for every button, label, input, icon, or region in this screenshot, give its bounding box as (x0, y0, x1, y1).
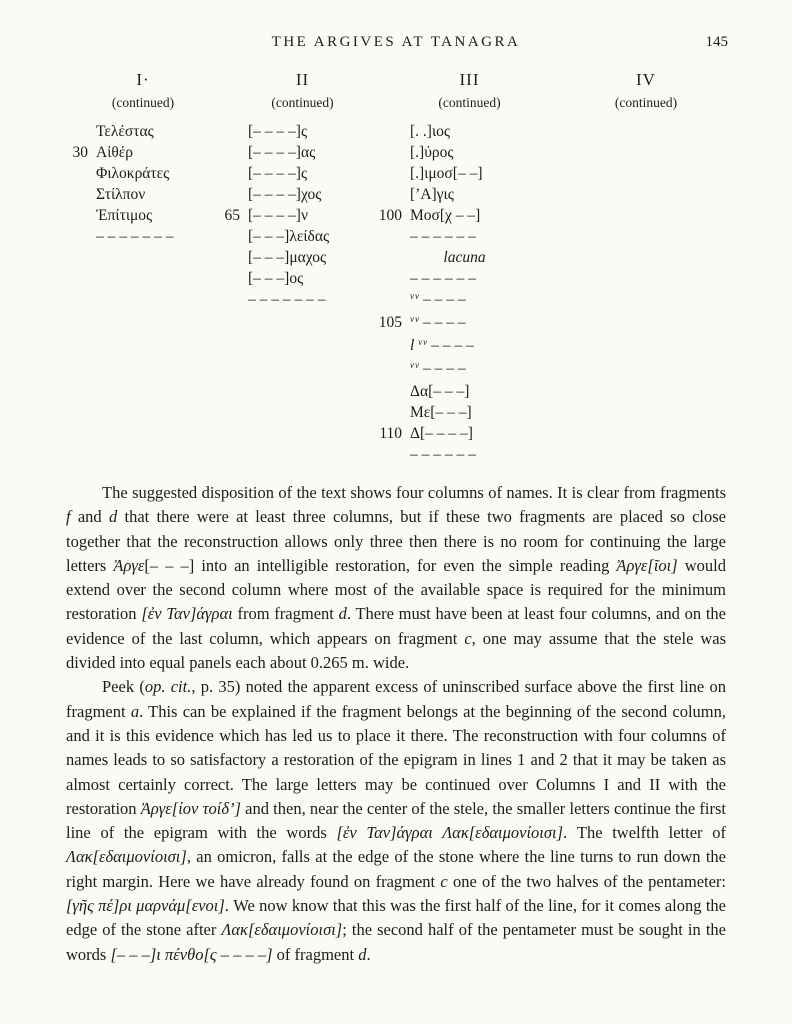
line-text: – – – – – – – (248, 291, 326, 308)
line-text: [– – – –]ν (248, 207, 308, 224)
line-number (58, 121, 96, 142)
italic-text-run: Ἀργε (113, 555, 145, 575)
line-text: [– – –]ος (248, 270, 304, 287)
text-run: that there were at least three columns, but if these two fragments are placed so close together that the reconstruction allows only three then there is no room for continuing the large letters (66, 507, 727, 575)
column-numeral: IV (636, 70, 656, 89)
line-text: l $^{vv}$ – – – – (410, 337, 474, 354)
text-run: would extend over the second column where most of the available space is required for the minimum restoration (66, 555, 727, 624)
text-run: of fragment (272, 944, 359, 964)
line-prefix: l (410, 337, 419, 354)
inscription-line (372, 289, 537, 312)
line-text: $^{vv}$ – – – – (410, 360, 466, 377)
line-number (372, 289, 410, 312)
line-number (372, 163, 410, 184)
italic-text-run: [γῆς πέ]ρι μαρνάμ[ενοι] (66, 896, 225, 916)
inscription-line (372, 142, 537, 163)
line-text: – – – – – – (410, 446, 476, 463)
inscription-line (372, 444, 537, 465)
italic-text-run: a (130, 701, 140, 721)
inscription-line (372, 205, 537, 226)
line-number (372, 121, 410, 142)
italic-text-run: Λακ[εδαιμονίοισι] (221, 920, 343, 940)
inscription-line (210, 226, 365, 247)
inscription-line (58, 142, 198, 163)
line-number (58, 205, 96, 226)
inscription-line (372, 268, 537, 289)
text-run: and (70, 507, 109, 527)
line-number: 100 (378, 207, 402, 224)
inscription-column-1 (58, 70, 198, 247)
inscription-line (210, 205, 365, 226)
italic-text-run: [ἐν Ταν]άγραι (141, 604, 233, 624)
inscription-line (210, 142, 365, 163)
text-run: . This can be explained if the fragment belongs at the beginning of the second column, and it is this evidence which has led us to place it there. The reconstruction with four columns of names leads to so satisfactory a restoration of the epigram in lines 1 and 2 that it may be taken as almost certainly correct. The large letters may be continued over Columns I and II with the restoration (66, 701, 726, 818)
line-number (210, 247, 248, 268)
text-run: , an omicron, falls at the edge of the stone where the line turns to run down the right margin. Here we have already found on fragment (66, 847, 726, 891)
italic-text-run: op. cit. (144, 677, 192, 697)
line-text: [– – – –]ας (248, 144, 316, 161)
inscription-line (58, 184, 198, 205)
text-run: and then, near the center of the stele, the smaller letters continue the first line of the epigram with the words (66, 798, 727, 843)
inscription-line (372, 163, 537, 184)
line-text: – – – – – – (410, 228, 476, 245)
line-text: Ἐπίτιμος (96, 207, 153, 224)
inscription-line (58, 205, 198, 226)
page-title: THE ARGIVES AT TANAGRA (271, 34, 521, 50)
inscription-line (210, 184, 365, 205)
inscription-line (372, 381, 537, 402)
italic-text-run: d (338, 604, 347, 624)
line-number (372, 268, 410, 289)
italic-text-run: Ἀργε[ῖοι] (616, 555, 678, 575)
running-head (0, 34, 792, 56)
text-run: The suggested disposition of the text shows four columns of names. It is clear from fragments (102, 483, 726, 502)
paragraph (66, 481, 726, 675)
line-number (210, 121, 248, 142)
line-number (372, 358, 410, 381)
line-number: 65 (224, 207, 240, 224)
line-number (58, 184, 96, 205)
line-number (210, 142, 248, 163)
page-number: 145 (705, 34, 728, 50)
vacat-marker: vv (410, 360, 420, 370)
inscription-line (210, 247, 365, 268)
paragraph (66, 675, 726, 967)
inscription-line (210, 163, 365, 184)
line-text: [– – –]λείδας (248, 228, 330, 245)
inscription-line (372, 312, 537, 335)
inscription-column-4 (556, 70, 706, 121)
inscription-line (372, 358, 537, 381)
inscription-line (58, 121, 198, 142)
line-number (372, 226, 410, 247)
text-run: . We now know that this was the first half of the line, for it comes along the edge of the stone after (66, 896, 726, 940)
line-number (58, 163, 96, 184)
line-text: [ʼΑ]γις (410, 186, 454, 203)
line-number (372, 381, 410, 402)
line-number (372, 444, 410, 465)
line-number (372, 142, 410, 163)
column-numeral: I· (136, 70, 150, 89)
line-number: 110 (379, 425, 402, 442)
text-run: Peek ( (102, 677, 145, 697)
line-text: [.]ύρος (410, 144, 454, 161)
italic-text-run: Λακ[εδαιμονίοισι] (66, 847, 187, 867)
line-text: [– – –]μαχος (248, 249, 327, 266)
vacat-marker: vv (410, 314, 420, 324)
inscription-line (372, 247, 537, 268)
inscription-line (372, 226, 537, 247)
italic-text-run: c (464, 628, 472, 648)
column-continued-label: (continued) (438, 95, 501, 110)
column-lines (372, 121, 537, 465)
text-run: . (366, 944, 371, 964)
inscription-line (372, 402, 537, 423)
column-numeral: II (295, 70, 310, 89)
line-text: – – – – – – (410, 270, 476, 287)
line-text: $^{vv}$ – – – – (410, 291, 466, 308)
column-continued-label: (continued) (271, 95, 334, 110)
italic-text-run: Ἀργε[ίον τοίδ’] (140, 798, 241, 818)
line-text: [.]ιμοσ[– –] (410, 165, 483, 182)
line-number (372, 402, 410, 423)
text-run: , one may assume that the stele was divided into equal panels each about 0.265 m. wide. (66, 628, 726, 673)
line-text: Αἰθέρ (96, 144, 134, 161)
italic-text-run: d (108, 507, 118, 527)
column-continued-label: (continued) (614, 95, 678, 110)
text-run: , p. 35) noted the apparent excess of uninscribed surface above the first line on fragment (66, 677, 726, 721)
italic-text-run: c (440, 871, 448, 891)
text-run: [– – –] into an intelligible restoration, for even the simple reading (144, 555, 617, 575)
inscription-line (58, 226, 198, 247)
text-run: . The twelfth letter of (563, 823, 726, 843)
inscription-line (210, 121, 365, 142)
line-number (210, 289, 248, 310)
inscription-line (372, 121, 537, 142)
line-number (58, 226, 96, 247)
column-numeral: III (459, 70, 480, 89)
text-run: . There must have been at least four columns, and on the evidence of the last column, which appears on fragment (66, 604, 726, 648)
line-number (372, 247, 410, 268)
text-run: ; the second half of the pentameter must be sought in the words (66, 920, 726, 964)
line-text: [– – – –]ς (248, 165, 308, 182)
column-lines (58, 121, 198, 247)
line-text: Δ[– – – –] (410, 425, 473, 442)
body-text (66, 481, 726, 967)
text-run: one of the two halves of the pentameter: (447, 871, 726, 891)
inscription-column-3 (372, 70, 537, 465)
italic-text-run: [– – –]ι πένθο[ς – – – –] (110, 944, 273, 964)
inscription-line (372, 184, 537, 205)
inscription-line (210, 268, 365, 289)
line-text: [– – – –]ς (248, 123, 308, 140)
column-lines (210, 121, 365, 310)
inscription-column-2 (210, 70, 365, 310)
line-number (372, 184, 410, 205)
inscription-line (372, 335, 537, 358)
line-text: Στίλπον (96, 186, 146, 203)
italic-text-run: d (358, 944, 367, 964)
line-number (210, 163, 248, 184)
line-number (210, 268, 248, 289)
line-number (210, 226, 248, 247)
line-text: $^{vv}$ – – – – (410, 314, 466, 331)
inscription-line (372, 423, 537, 444)
line-text: Τελέστας (96, 123, 154, 140)
line-text: Μοσ[χ – –] (410, 207, 481, 224)
inscription-line (210, 289, 365, 310)
text-run: from fragment (232, 604, 339, 624)
italic-text-run: f (66, 507, 71, 527)
column-continued-label: (continued) (111, 95, 175, 110)
line-text: Δα[– – –] (410, 383, 470, 400)
line-number (210, 184, 248, 205)
line-number: 30 (72, 144, 88, 161)
inscription-columns (0, 70, 792, 470)
vacat-marker: vv (410, 291, 420, 301)
line-number: 105 (378, 314, 402, 331)
line-text: lacuna (443, 249, 486, 266)
italic-text-run: [ἐν Ταν]άγραι Λακ[εδαιμονίοισι] (336, 823, 564, 843)
line-text: – – – – – – – (96, 228, 174, 245)
inscription-line (58, 163, 198, 184)
line-text: [. .]ιος (410, 123, 451, 140)
line-number (372, 335, 410, 358)
vacat-marker: vv (418, 337, 429, 347)
line-text: [– – – –]χος (248, 186, 322, 203)
line-text: Φιλοκράτες (96, 165, 170, 182)
line-text: Με[– – –] (410, 404, 472, 421)
